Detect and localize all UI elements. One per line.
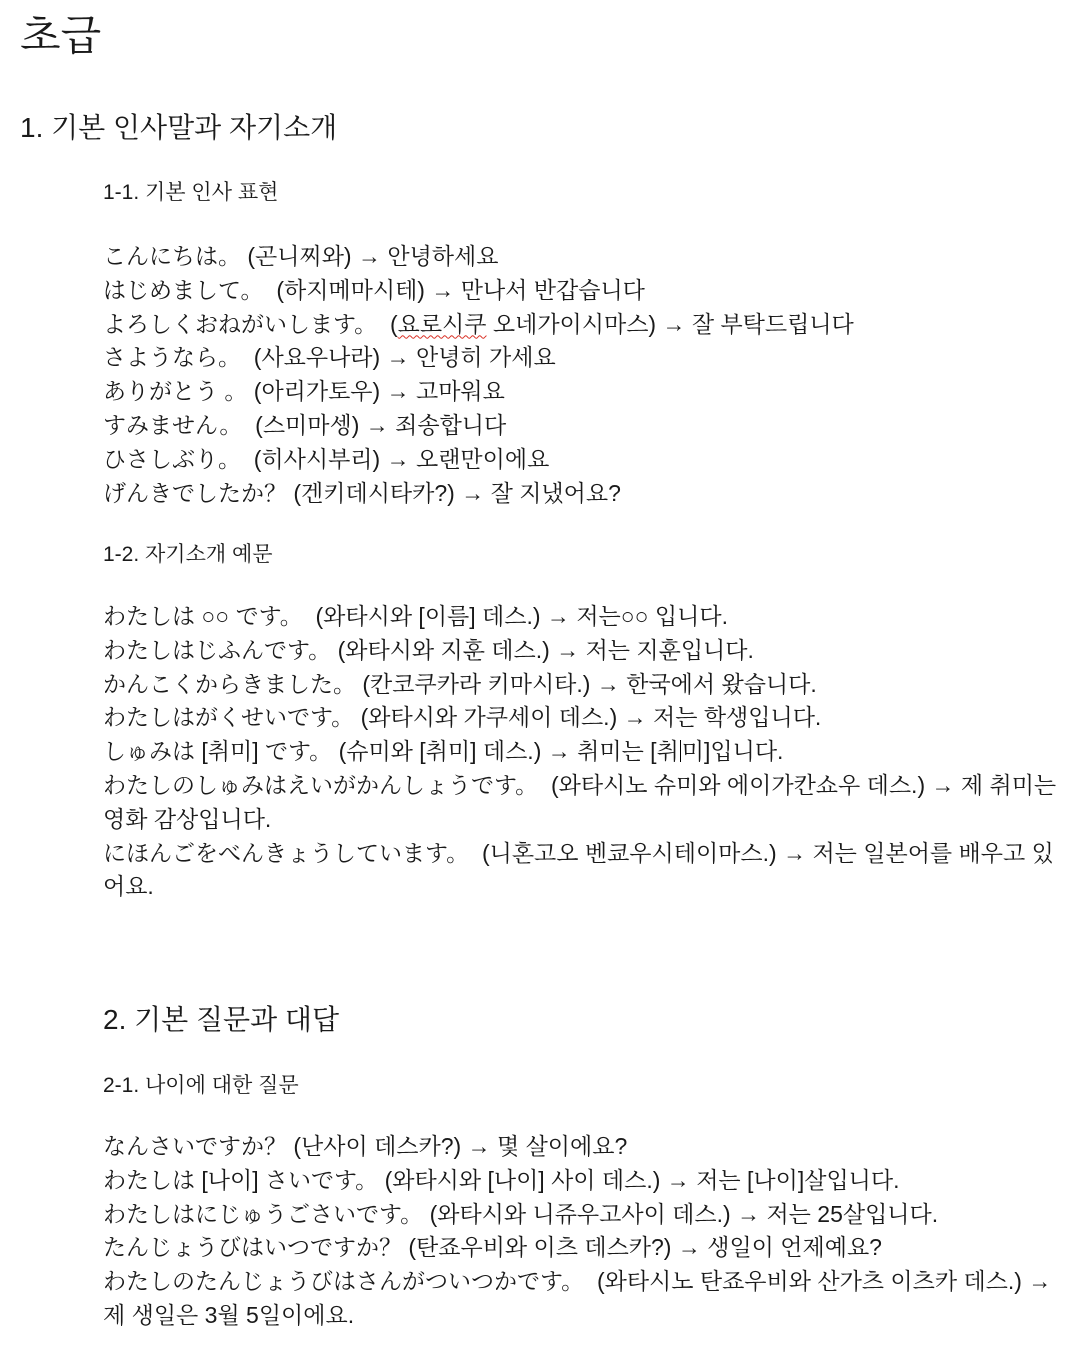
age-questions-list [103, 1130, 1063, 1333]
list-item: げんきでしたか？ (겐키데시타카?) → 잘 지냈어요? [103, 479, 621, 506]
list-item: わたしのたんじょうびはさんがついつかです。 (와타시노 탄죠우비와 산가츠 이츠카 데스.) → 제 생일은 3월 5일이에요. [103, 1268, 1052, 1328]
list-item: わたしは ○○ です。 (와타시와 [이름] 데스.) → 저는○○ 입니다. [103, 603, 728, 629]
list-item: わたしのしゅみはえいがかんしょうです。 (와타시노 슈미와 에이가칸쇼우 데스.) → 제 취미는 영화 감상입니다. [103, 771, 1063, 832]
spellcheck-flagged-word[interactable]: 요로시쿠 [397, 310, 487, 337]
section-heading-1: 1. 기본 인사말과 자기소개 [20, 112, 338, 143]
document-title: 초급 [20, 12, 102, 59]
list-item: にほんごをべんきょうしています。 (니혼고오 벤쿄우시테이마스.) → 저는 일본어를 배우고 있어요. [103, 839, 1054, 900]
list-item: はじめまして。 (하지메마시테) → 만나서 반갑습니다 [103, 276, 645, 303]
list-item: さようなら。 (사요우나라) → 안녕히 가세요 [103, 344, 556, 371]
list-item: よろしくおねがいします。 (요로시쿠 오네가이시마스) → 잘 부탁드립니다 [103, 310, 854, 337]
list-item: ありがとう 。 (아리가토우) → 고마워요 [103, 378, 505, 405]
list-item: すみません。 (스미마셍) → 죄송합니다 [103, 411, 507, 438]
list-item: ひさしぶり。 (히사시부리) → 오랜만이에요 [103, 445, 550, 472]
list-item: わたしは [나이] さいです。 (와타시와 [나이] 사이 데스.) → 저는 [나이]살입니다. [103, 1166, 900, 1193]
list-item: わたしはがくせいです。 (와타시와 가쿠세이 데스.) → 저는 학생입니다. [103, 704, 822, 731]
list-item: しゅみは [취미] です。 (슈미와 [취미] 데스.) → 취미는 [취 미]입니다. [103, 738, 784, 765]
subsection-heading-1-2: 1-2. 자기소개 예문 [103, 543, 273, 566]
subsection-heading-1-1: 1-1. 기본 인사 표현 [103, 181, 279, 204]
text-cursor [680, 740, 681, 762]
subsection-heading-2-1: 2-1. 나이에 대한 질문 [103, 1074, 299, 1097]
list-item: こんにちは。 (곤니찌와) → 안녕하세요 [103, 243, 499, 269]
greetings-list [103, 240, 1063, 510]
self-introduction-list [103, 600, 1063, 904]
list-item: たんじょうびはいつですか？ (탄죠우비와 이츠 데스카?) → 생일이 언제예요? [103, 1234, 882, 1261]
list-item: わたしはにじゅうごさいです。 (와타시와 니쥬우고사이 데스.) → 저는 25살입니다. [103, 1200, 939, 1227]
list-item: なんさいですか？ (난사이 데스카?) → 몇 살이에요? [103, 1133, 628, 1159]
section-heading-2: 2. 기본 질문과 대답 [103, 1004, 340, 1035]
list-item: わたしはじふんです。 (와타시와 지훈 데스.) → 저는 지훈입니다. [103, 636, 754, 663]
list-item: かんこくからきました。 (칸코쿠카라 키마시타.) → 한국에서 왔습니다. [103, 670, 817, 697]
